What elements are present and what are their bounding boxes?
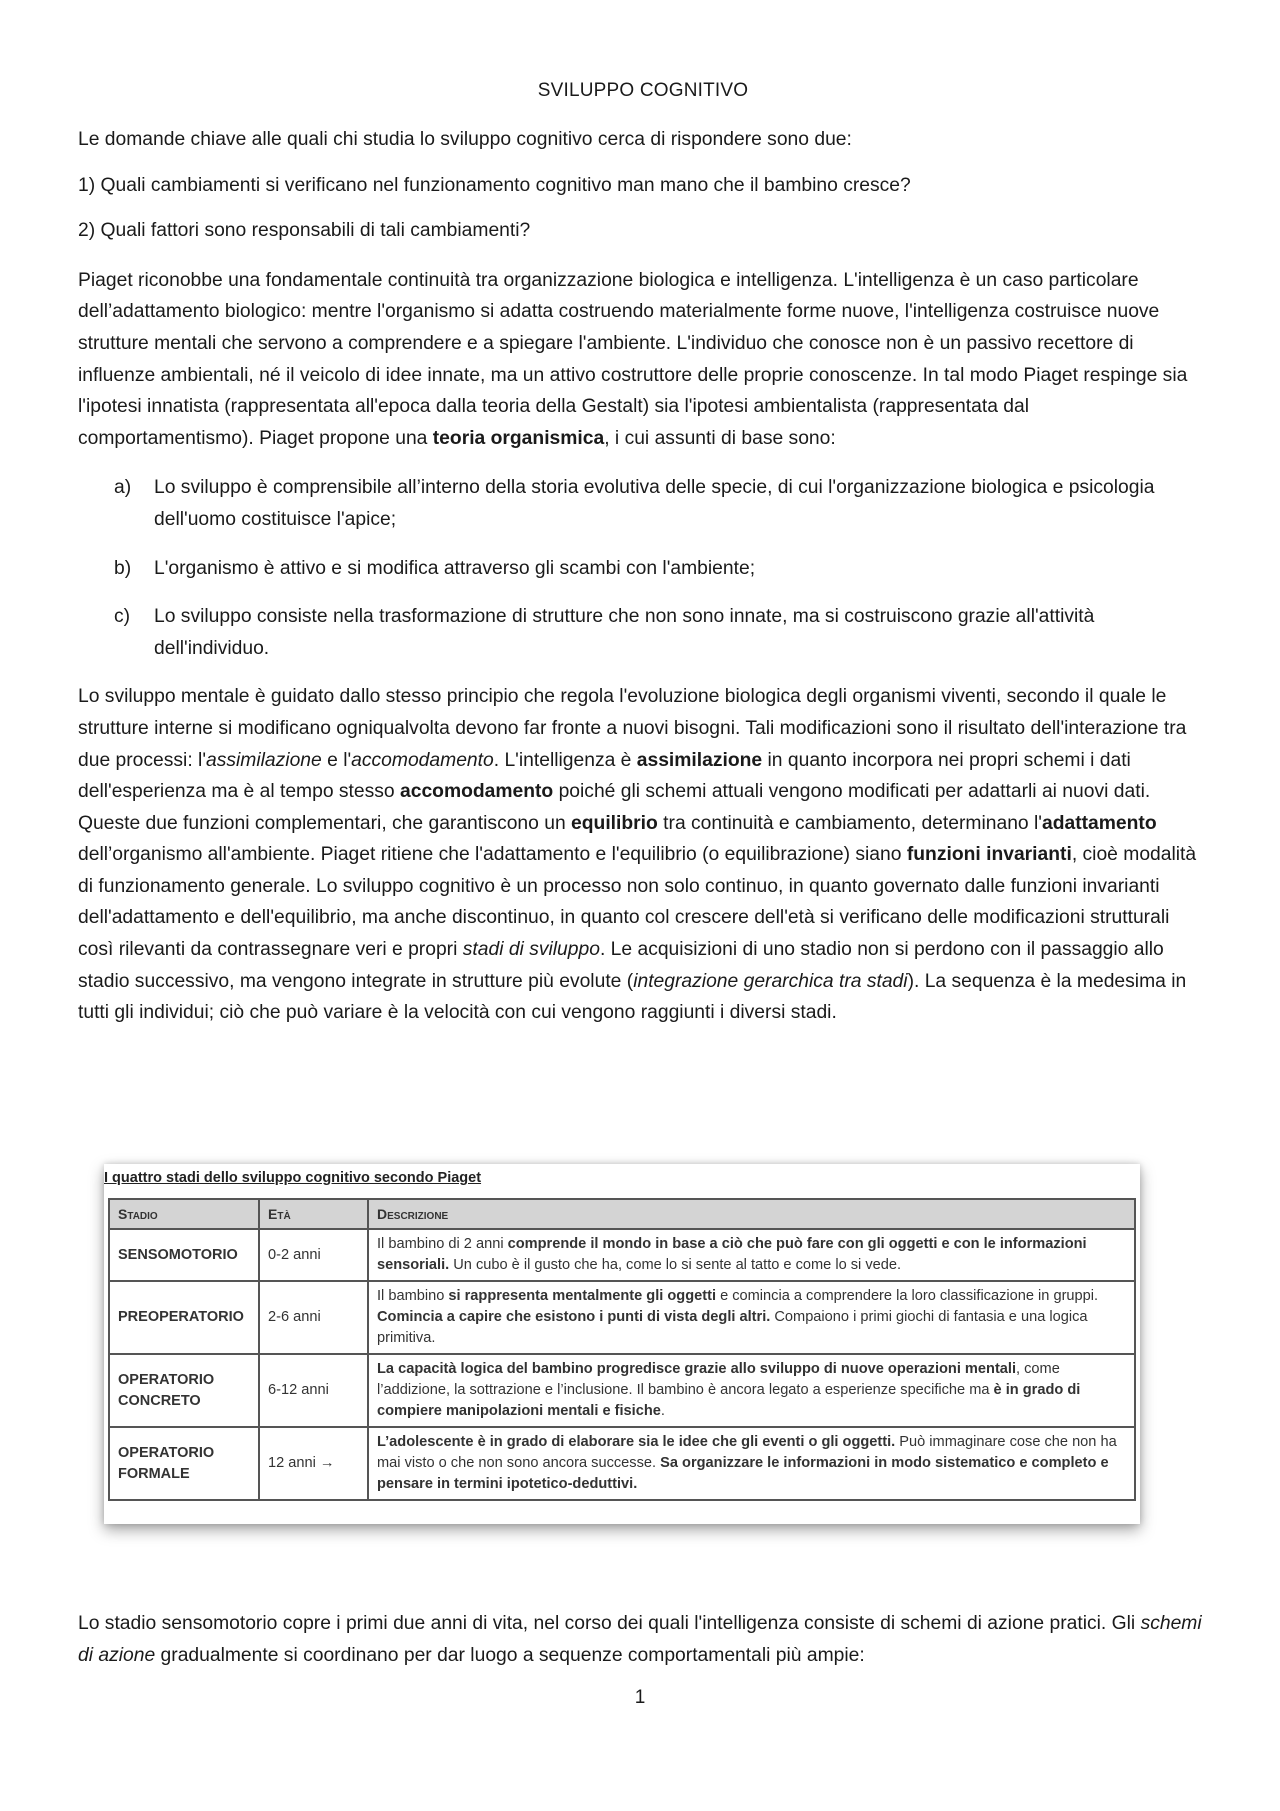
text-run: e l' [321, 749, 352, 771]
figure-caption: I quattro stadi dello sviluppo cognitivo secondo Piaget [104, 1170, 482, 1186]
table-row [109, 1427, 1135, 1500]
bold-text-run: La capacità logica del bambino progredisce grazie allo sviluppo di nuove operazioni mentali [377, 1361, 1017, 1377]
header-age: Età [259, 1199, 368, 1229]
text-run: Può immaginare cose che non ha mai visto o che non sono ancora successe. [377, 1434, 1117, 1471]
italic-term: integrazione gerarchica tra stadi [633, 970, 908, 992]
text-run: gradualmente si coordinano per dar luogo a sequenze comportamentali più ampie: [155, 1644, 865, 1666]
bold-term: adattamento [1041, 812, 1157, 834]
question-1: 1) Quali cambiamenti si verificano nel funzionamento cognitivo man mano che il bambino cresce? [78, 174, 911, 196]
list-marker: c) [114, 606, 131, 628]
list-item [78, 553, 1208, 585]
piaget-paragraph [78, 265, 1208, 455]
bold-text-run: comprende il mondo in base a ciò che può fare con gli oggetti e con le informazioni sensoriali. [377, 1236, 1087, 1273]
page-number: 1 [634, 1687, 646, 1708]
stage-name-cell: PREOPERATORIO [109, 1281, 259, 1354]
text-run: Il bambino [377, 1288, 449, 1304]
text-run: . Le acquisizioni di uno stadio non si perdono con il passaggio allo stadio successivo, ma vengono integrate in strutture più evolute ( [78, 939, 1164, 992]
intro-paragraph: Le domande chiave alle quali chi studia lo sviluppo cognitivo cerca di rispondere sono due: [78, 129, 852, 150]
text-run: e comincia a comprendere la loro classificazione in gruppi. [716, 1288, 1099, 1304]
stage-description-cell [368, 1427, 1135, 1500]
stage-description-cell [368, 1354, 1135, 1427]
text-run: in quanto incorpora nei propri schemi i dati dell'esperienza ma è al tempo stesso [78, 749, 1131, 803]
bold-text-run: L’adolescente è in grado di elaborare sia le idee che gli eventi o gli oggetti. [377, 1434, 896, 1450]
stage-age-cell: 0-2 anni [259, 1229, 368, 1281]
bold-term: funzioni invarianti [906, 844, 1072, 866]
italic-term: accomodamento [351, 749, 494, 771]
text-run: Compaiono i primi giochi di fantasia e una logica primitiva. [377, 1309, 1088, 1346]
italic-term: assimilazione [206, 749, 322, 771]
list-item [78, 472, 1208, 535]
stage-name-cell: SENSOMOTORIO [109, 1229, 259, 1281]
stage-age-cell: 2-6 anni [259, 1281, 368, 1354]
document-body [78, 68, 1208, 1047]
stage-description-cell [368, 1229, 1135, 1281]
text-run: ). La sequenza è la medesima in tutti gli individui; ciò che può variare è la velocità con cui vengono raggiunti i diversi stadi. [78, 970, 1187, 1024]
text-run: Lo stadio sensomotorio copre i primi due anni di vita, nel corso dei quali l'intelligenza consiste di schemi di azione pratici. Gli [78, 1613, 1141, 1634]
bold-term: equilibrio [571, 812, 658, 834]
stage-age-cell: 12 anni → [259, 1427, 368, 1500]
bold-term: teoria organismica [432, 427, 605, 449]
table-row [109, 1354, 1135, 1427]
text-run: Piaget riconobbe una fondamentale continuità tra organizzazione biologica e intelligenza. L'intelligenza è un caso particolare dell’adattamento biologico: mentre l'organismo si adatta costruendo materialmente forme nuove, l'intelligenza costruisce nuove strutture mentali che servono a comprendere e a spiegare l'ambiente. L'individuo che conosce non è un passivo recettore di influenze ambientali, né il veicolo di idee innate, ma un attivo costruttore delle proprie conoscenze. In tal modo Piaget respinge sia l'ipotesi innatista (rappresentata all'epoca dalla teoria della Gestalt) sia l'ipotesi ambientalista (rappresentata dal comportamentismo). Piaget propone una [78, 269, 1188, 449]
stage-description-cell [368, 1281, 1135, 1354]
list-marker: b) [114, 557, 132, 579]
list-item-text: Lo sviluppo consiste nella trasformazione di strutture che non sono innate, ma si costruiscono grazie all'attività dell'individuo. [154, 606, 1095, 659]
italic-term: schemi di azione [78, 1613, 1202, 1666]
bold-term: assimilazione [636, 749, 763, 771]
bold-text-run: è in grado di compiere manipolazioni mentali e fisiche [377, 1382, 1081, 1419]
italic-term: stadi di sviluppo [462, 939, 600, 961]
text-run: , i cui assunti di base sono: [604, 427, 836, 449]
list-item-text: Lo sviluppo è comprensibile all’interno della storia evolutiva delle specie, di cui l'organizzazione biologica e psicologia dell'uomo costituisce l'apice; [154, 477, 1155, 530]
table-header-row [109, 1199, 1135, 1229]
bold-text-run: Comincia a capire che esistono i punti di vista degli altri. [377, 1309, 771, 1325]
table-row [109, 1281, 1135, 1354]
text-run: . L'intelligenza è [493, 749, 637, 771]
text-run: dell’organismo all'ambiente. Piaget ritiene che l'adattamento e l'equilibrio (o equilibrazione) siano [78, 844, 907, 866]
text-run: Il bambino di 2 anni [377, 1236, 508, 1252]
bold-term: accomodamento [400, 781, 554, 803]
bottom-paragraph-wrap [78, 1608, 1208, 1689]
table-row [109, 1229, 1135, 1281]
question-2: 2) Quali fattori sono responsabili di tali cambiamenti? [78, 220, 531, 242]
stages-figure [104, 1164, 1140, 1524]
text-run: , come l’addizione, la sottrazione e l’inclusione. Il bambino è ancora legato a esperienze specifiche ma [377, 1361, 1060, 1398]
bold-text-run: Sa organizzare le informazioni in modo sistematico e completo e pensare in termini ipotetico-deduttivi. [377, 1455, 1109, 1492]
stages-table [108, 1198, 1136, 1501]
text-run: poiché gli schemi attuali vengono modificati per adattarli ai nuovi dati. Queste due funzioni complementari, che garantiscono un [78, 781, 1151, 834]
stage-name-cell: OPERATORIO CONCRETO [109, 1354, 259, 1427]
list-item-text: L'organismo è attivo e si modifica attraverso gli scambi con l'ambiente; [154, 557, 756, 579]
text-run: Lo sviluppo mentale è guidato dallo stesso principio che regola l'evoluzione biologica degli organismi viventi, secondo il quale le strutture interne si modificano ogniqualvolta devono far fronte a nuovi bisogni. Tali modificazioni sono il risultato dell'interazione tra due processi: l' [78, 686, 1187, 771]
assumptions-list [78, 472, 1208, 664]
stage-age-cell: 6-12 anni [259, 1354, 368, 1427]
list-marker: a) [114, 477, 132, 499]
text-run: . [660, 1403, 665, 1419]
header-description: Descrizione [368, 1199, 1135, 1229]
development-paragraph [78, 681, 1208, 1029]
text-run: Un cubo è il gusto che ha, come lo si sente al tatto e come lo si vede. [449, 1257, 902, 1273]
bottom-paragraph [78, 1608, 1208, 1671]
header-stage: Stadio [109, 1199, 259, 1229]
bold-text-run: si rappresenta mentalmente gli oggetti [448, 1288, 717, 1304]
list-item [78, 601, 1208, 664]
stage-name-cell: OPERATORIO FORMALE [109, 1427, 259, 1500]
page-title: SVILUPPO COGNITIVO [537, 80, 749, 101]
text-run: , cioè modalità di funzionamento generale. Lo sviluppo cognitivo è un processo non solo continuo, in quanto governato dalle funzioni invarianti dell'adattamento e dell'equilibrio, ma anche discontinuo, in quanto col crescere dell'età si verificano delle modificazioni strutturali così rilevanti da contrassegnare veri e propri [78, 844, 1197, 961]
text-run: tra continuità e cambiamento, determinano l' [657, 812, 1042, 834]
